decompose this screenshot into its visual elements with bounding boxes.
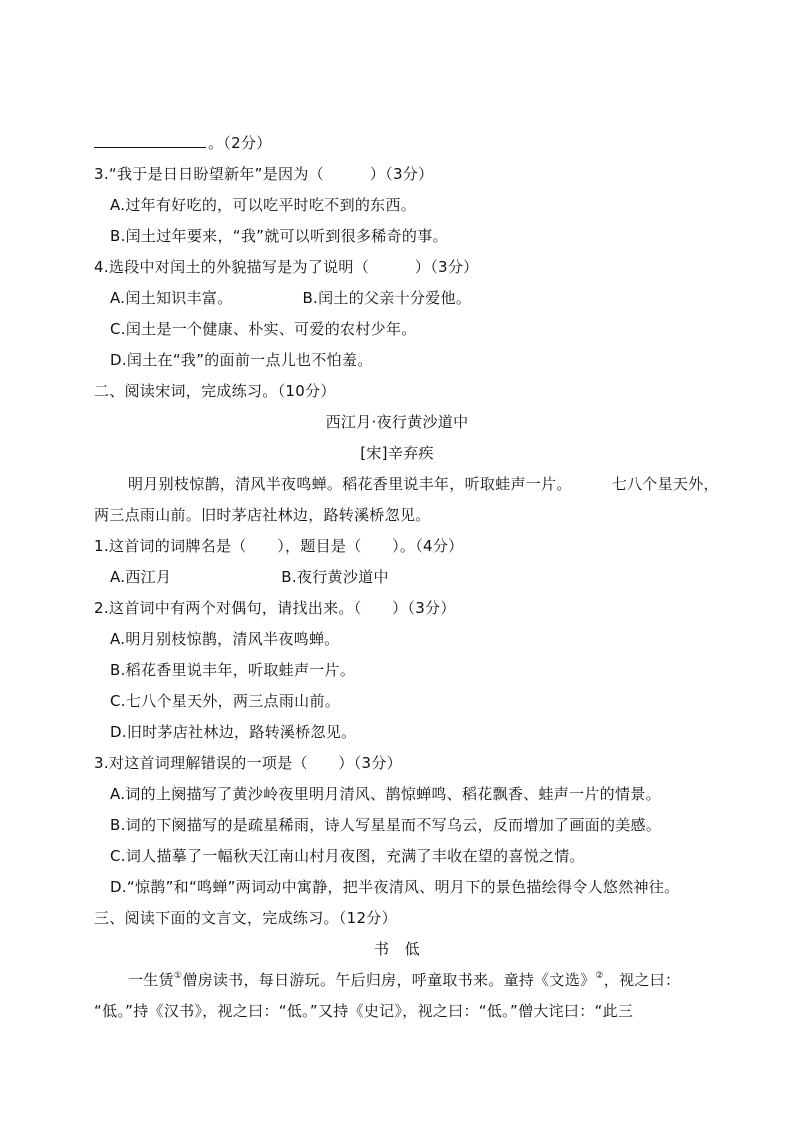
answer-blank: [94, 133, 206, 148]
passage-line-2: “低。”持《汉书》，视之曰：“低。”又持《史记》，视之曰：“低。”僧大诧曰：“此三: [94, 1002, 634, 1020]
option-b: B.稻花香里说丰年，听取蛙声一片。: [110, 661, 356, 679]
options-ab-row: [110, 567, 389, 587]
poem-text-line-2: 两三点雨山前。旧时茅店社林边，路转溪桥忽见。: [94, 506, 431, 524]
footnote-marker: ②: [595, 971, 604, 981]
question-3: 3.“我于是日日盼望新年”是因为（ ）（3分）: [94, 165, 434, 183]
poem-question-3: 3.对这首词理解错误的一项是（ ）（3分）: [94, 754, 402, 772]
poem-question-2: 2.这首词中有两个对偶句，请找出来。（ ）（3分）: [94, 599, 456, 617]
footnote-marker: ①: [173, 971, 183, 981]
poem-author: [宋]辛弃疾: [360, 444, 434, 462]
option-c: C.闰土是一个健康、朴实、可爱的农村少年。: [110, 320, 417, 338]
option-d: D.闰土在“我”的面前一点儿也不怕羞。: [110, 351, 373, 369]
option-a: A.西江月: [110, 568, 172, 586]
option-a: A.词的上阕描写了黄沙岭夜里明月清风、鹊惊蝉鸣、稻花飘香、蛙声一片的情景。: [110, 785, 661, 803]
section-2-heading: 二、阅读宋词，完成练习。（10分）: [94, 382, 336, 400]
option-a: A.明月别枝惊鹊，清风半夜鸣蝉。: [110, 630, 340, 648]
section-3-heading: 三、阅读下面的文言文，完成练习。（12分）: [94, 909, 397, 927]
passage-title: 书 低: [374, 940, 420, 958]
option-c: C.七八个星天外，两三点雨山前。: [110, 692, 341, 710]
poem-question-1: 1.这首词的词牌名是（ ），题目是（ ）。（4分）: [94, 537, 464, 555]
question-4: 4.选段中对闰土的外貌描写是为了说明（ ）（3分）: [94, 258, 479, 276]
poem-text-line-1: 明月别枝惊鹊，清风半夜鸣蝉。稻花香里说丰年，听取蛙声一片。 七八个星天外，: [128, 475, 719, 493]
option-d: D.旧时茅店社林边，路转溪桥忽见。: [110, 723, 357, 741]
answer-line: 。（2分）: [94, 133, 272, 153]
option-c: C.词人描摹了一幅秋天江南山村月夜图，充满了丰收在望的喜悦之情。: [110, 847, 585, 865]
option-b: B.夜行黄沙道中: [281, 568, 389, 586]
option-d: D.“惊鹊”和“鸣蝉”两词动中寓静，把半夜清风、明月下的景色描绘得令人悠然神往。: [110, 878, 680, 896]
option-a: A.闰土知识丰富。: [110, 289, 233, 307]
option-b: B.闰土过年要来，“我”就可以听到很多稀奇的事。: [110, 227, 448, 245]
option-b: B.闰土的父亲十分爱他。: [302, 289, 472, 307]
options-ab-row: [110, 288, 471, 308]
option-b: B.词的下阕描写的是疏星稀雨，诗人写星星而不写乌云，反而增加了画面的美感。: [110, 816, 662, 834]
poem-title: 西江月·夜行黄沙道中: [325, 413, 469, 431]
option-a: A.过年有好吃的，可以吃平时吃不到的东西。: [110, 196, 417, 214]
passage-line-1: 一生赁①僧房读书，每日游玩。午后归房，呼童取书来。童持《文选》②，视之曰：: [128, 971, 681, 989]
